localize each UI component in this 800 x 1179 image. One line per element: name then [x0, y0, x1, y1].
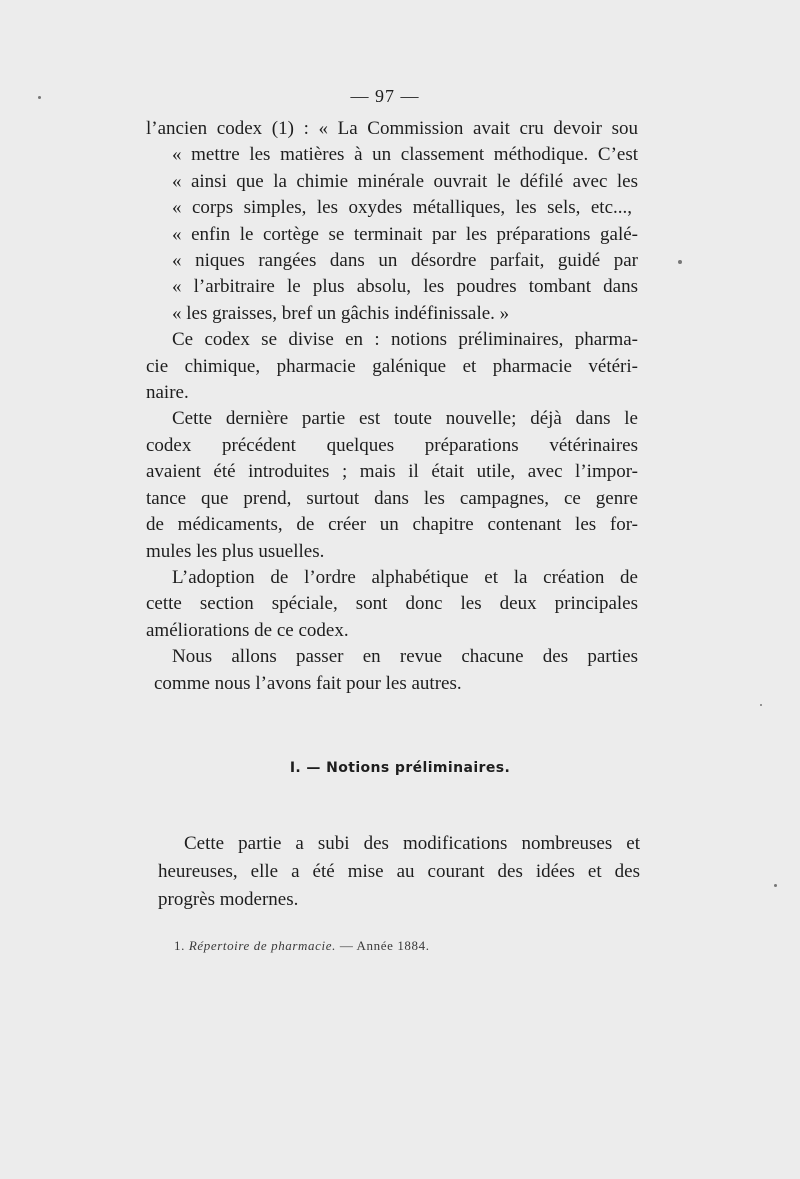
footnote-year: — Année 1884.	[339, 938, 430, 953]
footnote-title: Répertoire de pharmacie.	[188, 938, 336, 953]
text-line: heureuses, elle a été mise au courant des idées et des	[158, 861, 640, 882]
text-line: avaient été introduites ; mais il était utile, avec l’impor-	[146, 461, 638, 483]
text-line: tance que prend, surtout dans les campagnes, ce genre	[146, 487, 638, 509]
footnote-number: 1.	[174, 938, 185, 953]
text-line: cette section spéciale, sont donc les deux principales	[146, 593, 638, 615]
text-line: « niques rangées dans un désordre parfait, guidé par	[172, 250, 638, 272]
footnote	[174, 938, 430, 954]
text-line: de médicaments, de créer un chapitre contenant les for-	[146, 514, 638, 536]
text-line: « les graisses, bref un gâchis indéfinissale. »	[172, 302, 510, 324]
text-line: cie chimique, pharmacie galénique et pharmacie vétéri-	[146, 355, 638, 377]
text-line: « l’arbitraire le plus absolu, les poudres tombant dans	[172, 276, 638, 298]
main-text	[146, 116, 638, 697]
text-line: améliorations de ce codex.	[146, 619, 349, 641]
text-line: « mettre les matières à un classement méthodique. C’est	[172, 144, 638, 166]
text-line: Nous allons passer en revue chacune des parties	[172, 646, 638, 668]
scan-speck	[38, 96, 41, 99]
text-line: Ce codex se divise en : notions préliminaires, pharma-	[172, 329, 638, 351]
text-line: Cette dernière partie est toute nouvelle; déjà dans le	[172, 408, 638, 430]
text-line: l’ancien codex (1) : « La Commission avait cru devoir sou	[146, 118, 638, 139]
text-line: progrès modernes.	[158, 889, 299, 910]
text-line: « enfin le cortège se terminait par les préparations galé-	[172, 223, 638, 245]
scan-speck	[760, 704, 762, 706]
text-line: « corps simples, les oxydes métalliques, les sels, etc...,	[172, 197, 632, 219]
text-line: « ainsi que la chimie minérale ouvrait le défilé avec les	[172, 170, 638, 192]
text-line: naire.	[146, 382, 189, 404]
text-line: comme nous l’avons fait pour les autres.	[154, 672, 462, 694]
text-line: Cette partie a subi des modifications nombreuses et	[184, 833, 640, 854]
text-line: L’adoption de l’ordre alphabétique et la création de	[172, 566, 638, 588]
text-line: codex précédent quelques préparations vétérinaires	[146, 434, 638, 456]
section-heading: I. — Notions préliminaires.	[289, 760, 511, 776]
scan-speck	[774, 884, 777, 887]
section-text	[158, 830, 640, 914]
page-number: — 97 —	[350, 86, 420, 106]
text-line: mules les plus usuelles.	[146, 540, 325, 562]
scan-speck	[678, 260, 682, 264]
